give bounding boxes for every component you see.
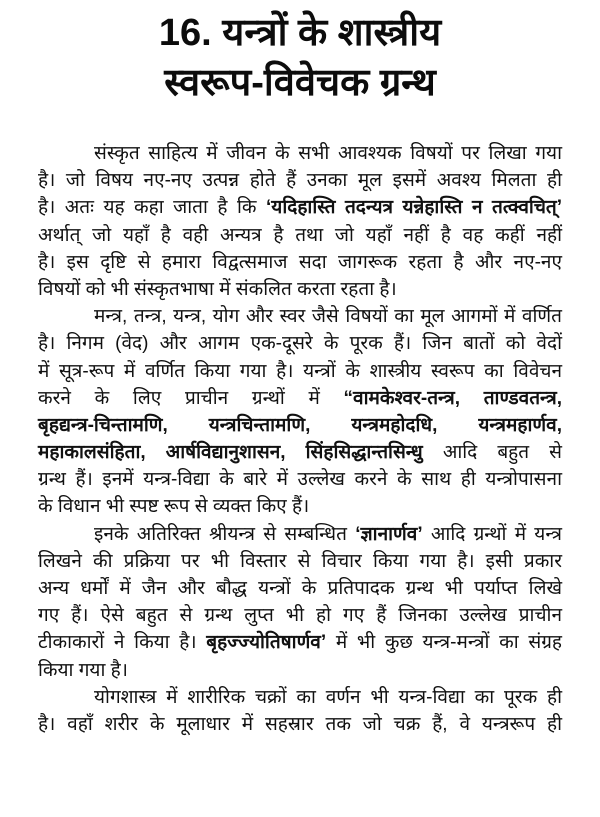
text-line — [38, 412, 562, 439]
text-line — [38, 629, 562, 656]
text-line — [38, 249, 562, 276]
text-segment: में सूत्र-रूप में वर्णित किया गया है। यन्त्रों के शास्त्रीय स्वरूप का विवेचन — [38, 360, 562, 382]
text-segment: ग्रन्थ हैं। इनमें यन्त्र-विद्या के बारे में उल्लेख करने के साथ ही यन्त्रोपासना — [38, 469, 562, 491]
text-segment: आदि ग्रन्थों में यन्त्र — [422, 523, 562, 545]
text-line — [38, 439, 562, 466]
text-segment: है। वहाँ शरीर के मूलाधार में सहस्रार तक जो चक्र हैं, वे यन्त्ररूप ही — [38, 713, 562, 735]
text-segment: करने के लिए प्राचीन ग्रन्थों में — [38, 387, 344, 409]
text-segment: लिखने की प्रक्रिया पर भी विस्तार से विचार किया गया है। इसी प्रकार — [38, 550, 562, 572]
bold-title-text: ‘यदिहास्ति तदन्यत्र यन्नेहास्ति न तत्क्वचित्’ — [266, 197, 562, 219]
text-segment: गए हैं। ऐसे बहुत से ग्रन्थ लुप्त भी हो गए हैं जिनका उल्लेख प्राचीन — [38, 605, 562, 627]
text-line — [38, 466, 562, 493]
chapter-heading-line-2: स्वरूप-विवेचक ग्रन्थ — [164, 62, 436, 104]
text-segment: अन्य धर्मों में जैन और बौद्ध यन्त्रों के प्रतिपादक ग्रन्थ भी पर्याप्त लिखे — [38, 578, 562, 599]
text-segment: अर्थात् जो यहाँ है वही अन्यत्र है तथा जो यहाँ नहीं है वह कहीं नहीं — [38, 224, 562, 246]
text-segment: है। अतः यह कहा जाता है कि — [38, 197, 267, 219]
text-line — [38, 684, 562, 711]
paragraph — [38, 140, 562, 303]
text-segment: में भी कुछ यन्त्र-मन्त्रों का संग्रह — [326, 632, 563, 654]
text-segment: आदि बहुत से — [422, 442, 562, 464]
text-line — [38, 711, 562, 738]
text-line — [38, 385, 562, 412]
text-segment: है। निगम (वेद) और आगम एक-दूसरे के पूरक हैं। जिन बातों को वेदों — [38, 333, 562, 355]
bold-title-text: ‘ज्ञानार्णव’ — [355, 523, 423, 545]
text-segment: किया गया है। — [38, 659, 128, 681]
bold-title-text: महाकालसंहिता, आर्षविद्यानुशासन, सिंहसिद्धान्तसिन्धु — [38, 442, 423, 464]
chapter-heading-line-1: 16. यन्त्रों के शास्त्रीय — [158, 12, 442, 54]
bold-title-text: “वामकेश्वर-तन्त्र, ताण्डवतन्त्र, — [343, 387, 562, 409]
text-line — [38, 657, 562, 684]
paragraph — [38, 303, 562, 521]
text-line — [38, 222, 562, 249]
text-line — [38, 194, 562, 221]
text-line — [38, 521, 562, 548]
chapter-heading — [0, 8, 600, 108]
text-segment: है। जो विषय नए-नए उत्पन्न होते हैं उनका मूल इसमें अवश्य मिलता ही — [38, 170, 562, 192]
text-line — [38, 167, 562, 194]
bold-title-text: बृहज्ज्योतिषार्णव’ — [206, 632, 327, 654]
body-text — [38, 140, 562, 738]
text-segment: संस्कृत साहित्य में जीवन के सभी आवश्यक विषयों पर लिखा गया — [94, 143, 562, 164]
text-segment: मन्त्र, तन्त्र, यन्त्र, योग और स्वर जैसे विषयों का मूल आगमों में वर्णित — [94, 306, 562, 328]
paragraph — [38, 684, 562, 738]
text-segment: इनके अतिरिक्त श्रीयन्त्र से सम्बन्धित — [94, 523, 356, 545]
text-line — [38, 303, 562, 330]
text-line — [38, 276, 562, 303]
text-segment: योगशास्त्र में शारीरिक चक्रों का वर्णन भी यन्त्र-विद्या का पूरक ही — [94, 686, 562, 708]
paragraph — [38, 521, 562, 684]
text-line — [38, 602, 562, 629]
text-line — [38, 358, 562, 385]
text-segment: है। इस दृष्टि से हमारा विद्वत्समाज सदा जागरूक रहता है और नए-नए — [38, 251, 562, 273]
bold-title-text: बृहद्यन्त्र-चिन्तामणि, यन्त्रचिन्तामणि, यन्त्रमहोदधि, यन्त्रमहार्णव, — [38, 414, 562, 436]
text-line — [38, 548, 562, 575]
text-segment: टीकाकारों ने किया है। — [38, 632, 207, 654]
text-line — [38, 493, 562, 520]
text-line — [38, 575, 562, 602]
text-line — [38, 330, 562, 357]
text-line — [38, 140, 562, 167]
text-segment: विषयों को भी संस्कृतभाषा में संकलित करता रहता है। — [38, 278, 397, 300]
text-segment: के विधान भी स्पष्ट रूप से व्यक्त किए हैं। — [38, 496, 310, 518]
